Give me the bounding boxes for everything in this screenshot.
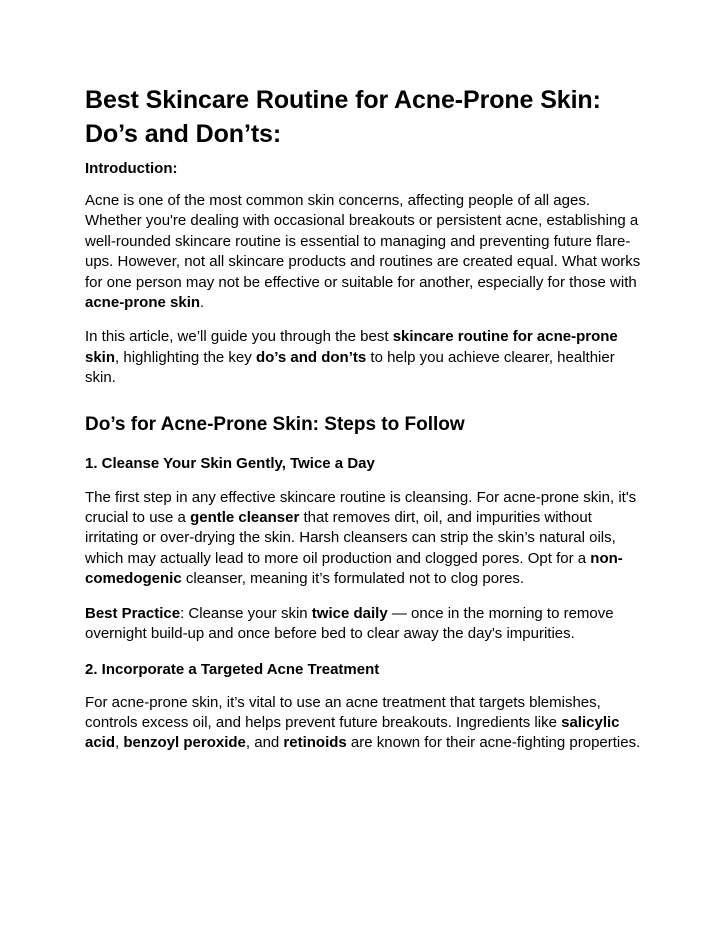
section-heading-dos: Do’s for Acne-Prone Skin: Steps to Follow	[85, 413, 465, 435]
step2-bold-3: retinoids	[283, 734, 347, 752]
step1-text-1: The first step in any effective skincare routine is cleansing. For acne-prone skin, it's crucial to use a	[85, 488, 637, 527]
intro-heading: Introduction:	[85, 160, 178, 177]
document-page	[85, 83, 645, 754]
step2-text-4: are known for their acne-fighting properties.	[346, 734, 641, 752]
best-practice-label: Best Practice	[85, 604, 181, 622]
intro-p2-text-2: , highlighting the key	[115, 348, 256, 366]
intro-paragraph-2	[85, 327, 645, 388]
intro-p1-bold: acne-prone skin	[85, 294, 201, 312]
best-practice-text-2: — once in the morning to remove overnight build-up and once before bed to clear away the day's impurities.	[85, 604, 614, 643]
intro-p2-text-3: to help you achieve clearer, healthier skin.	[85, 348, 615, 387]
step2-bold-1: salicylic acid	[85, 713, 620, 752]
step-2-heading: 2. Incorporate a Targeted Acne Treatment	[85, 660, 380, 678]
best-practice-bold: twice daily	[311, 604, 388, 622]
intro-paragraph-1	[85, 191, 645, 313]
step1-text-2: that removes dirt, oil, and impurities without irritating or over-drying the skin. Harsh cleansers can strip the skin’s natural oils, which may actually lead to more oil production and clogged pores. Opt for a	[85, 509, 616, 567]
best-practice-paragraph	[85, 604, 645, 645]
step2-text-2: ,	[115, 734, 124, 752]
step1-bold-2: non-comedogenic	[85, 549, 623, 588]
page-title: Best Skincare Routine for Acne-Prone Skin: Do’s and Don’ts:	[85, 86, 601, 148]
intro-p1-end: .	[200, 294, 205, 312]
step-1-heading: 1. Cleanse Your Skin Gently, Twice a Day	[85, 454, 375, 472]
step1-text-3: cleanser, meaning it’s formulated not to clog pores.	[181, 570, 525, 588]
step-2-paragraph	[85, 693, 645, 754]
step-1-paragraph	[85, 488, 645, 590]
intro-p2-bold-2: do’s and don’ts	[255, 348, 367, 366]
step1-bold-1: gentle cleanser	[190, 509, 300, 527]
best-practice-text-1: : Cleanse your skin	[180, 604, 312, 622]
step2-text-1: For acne-prone skin, it’s vital to use an acne treatment that targets blemishes, controls excess oil, and helps prevent future breakouts. Ingredients like	[85, 693, 601, 731]
step2-text-3: , and	[245, 734, 284, 752]
intro-p1-text: Acne is one of the most common skin concerns, affecting people of all ages. Whether you're dealing with occasional breakouts or persistent acne, establishing a well-rounded skincare routine is essential to managing and preventing future flare-ups. However, not all skincare products and routines are created equal. What works for one person may not be effective or suitable for another, especially for those with	[85, 192, 641, 291]
intro-p2-bold-1: skincare routine for acne-prone skin	[85, 328, 618, 366]
intro-p2-text-1: In this article, we’ll guide you through the best	[85, 328, 393, 346]
step2-bold-2: benzoyl peroxide	[123, 734, 246, 752]
